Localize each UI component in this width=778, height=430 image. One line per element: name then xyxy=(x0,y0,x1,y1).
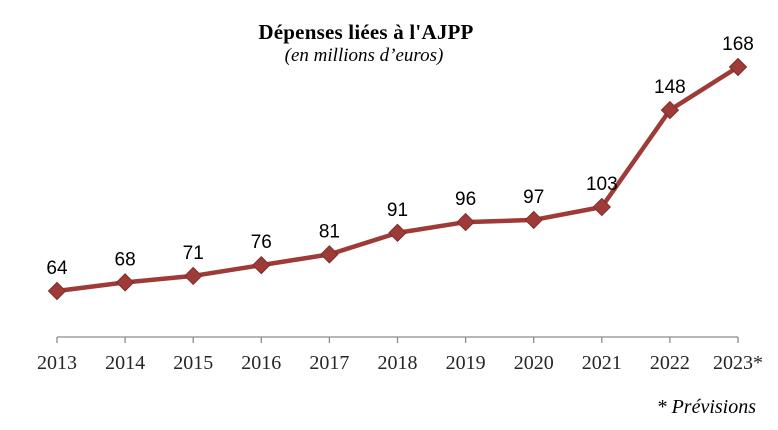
data-point-label: 96 xyxy=(455,189,477,211)
x-axis-label: 2013 xyxy=(37,352,77,374)
chart-subtitle: (en millions d’euros) xyxy=(284,45,444,66)
chart-title: Dépenses liées à l'AJPP xyxy=(258,20,474,44)
data-point-label: 81 xyxy=(318,221,340,243)
data-point-label: 71 xyxy=(182,242,204,264)
x-axis-label: 2016 xyxy=(241,352,282,374)
series-line xyxy=(57,67,738,291)
x-axis-label: 2019 xyxy=(445,352,486,374)
data-point-marker xyxy=(49,283,66,300)
data-point-marker xyxy=(457,214,474,231)
data-point-marker xyxy=(253,257,270,274)
data-point-label: 148 xyxy=(654,77,686,99)
x-axis-label: 2021 xyxy=(581,352,622,374)
data-point-label: 68 xyxy=(114,249,136,271)
data-point-label: 64 xyxy=(46,258,68,279)
data-point-label: 91 xyxy=(386,199,409,221)
data-point-marker xyxy=(117,274,134,291)
x-axis-label: 2018 xyxy=(377,352,418,374)
x-axis-label: 2015 xyxy=(173,352,214,374)
x-axis-label: 2020 xyxy=(513,352,554,374)
data-point-marker xyxy=(525,211,542,228)
data-point-label: 76 xyxy=(250,232,272,254)
x-axis-label: 2017 xyxy=(309,352,350,374)
data-point-label: 168 xyxy=(722,34,754,56)
data-point-marker xyxy=(389,224,406,241)
data-point-label: 103 xyxy=(585,174,618,196)
x-axis-label: 2023* xyxy=(713,352,763,374)
x-axis-label: 2022 xyxy=(649,352,690,374)
data-point-marker xyxy=(185,267,202,284)
data-point-marker xyxy=(321,246,338,263)
x-axis-label: 2014 xyxy=(105,352,146,374)
data-point-label: 97 xyxy=(523,186,545,208)
footnote-previsions: * Prévisions xyxy=(656,396,756,418)
